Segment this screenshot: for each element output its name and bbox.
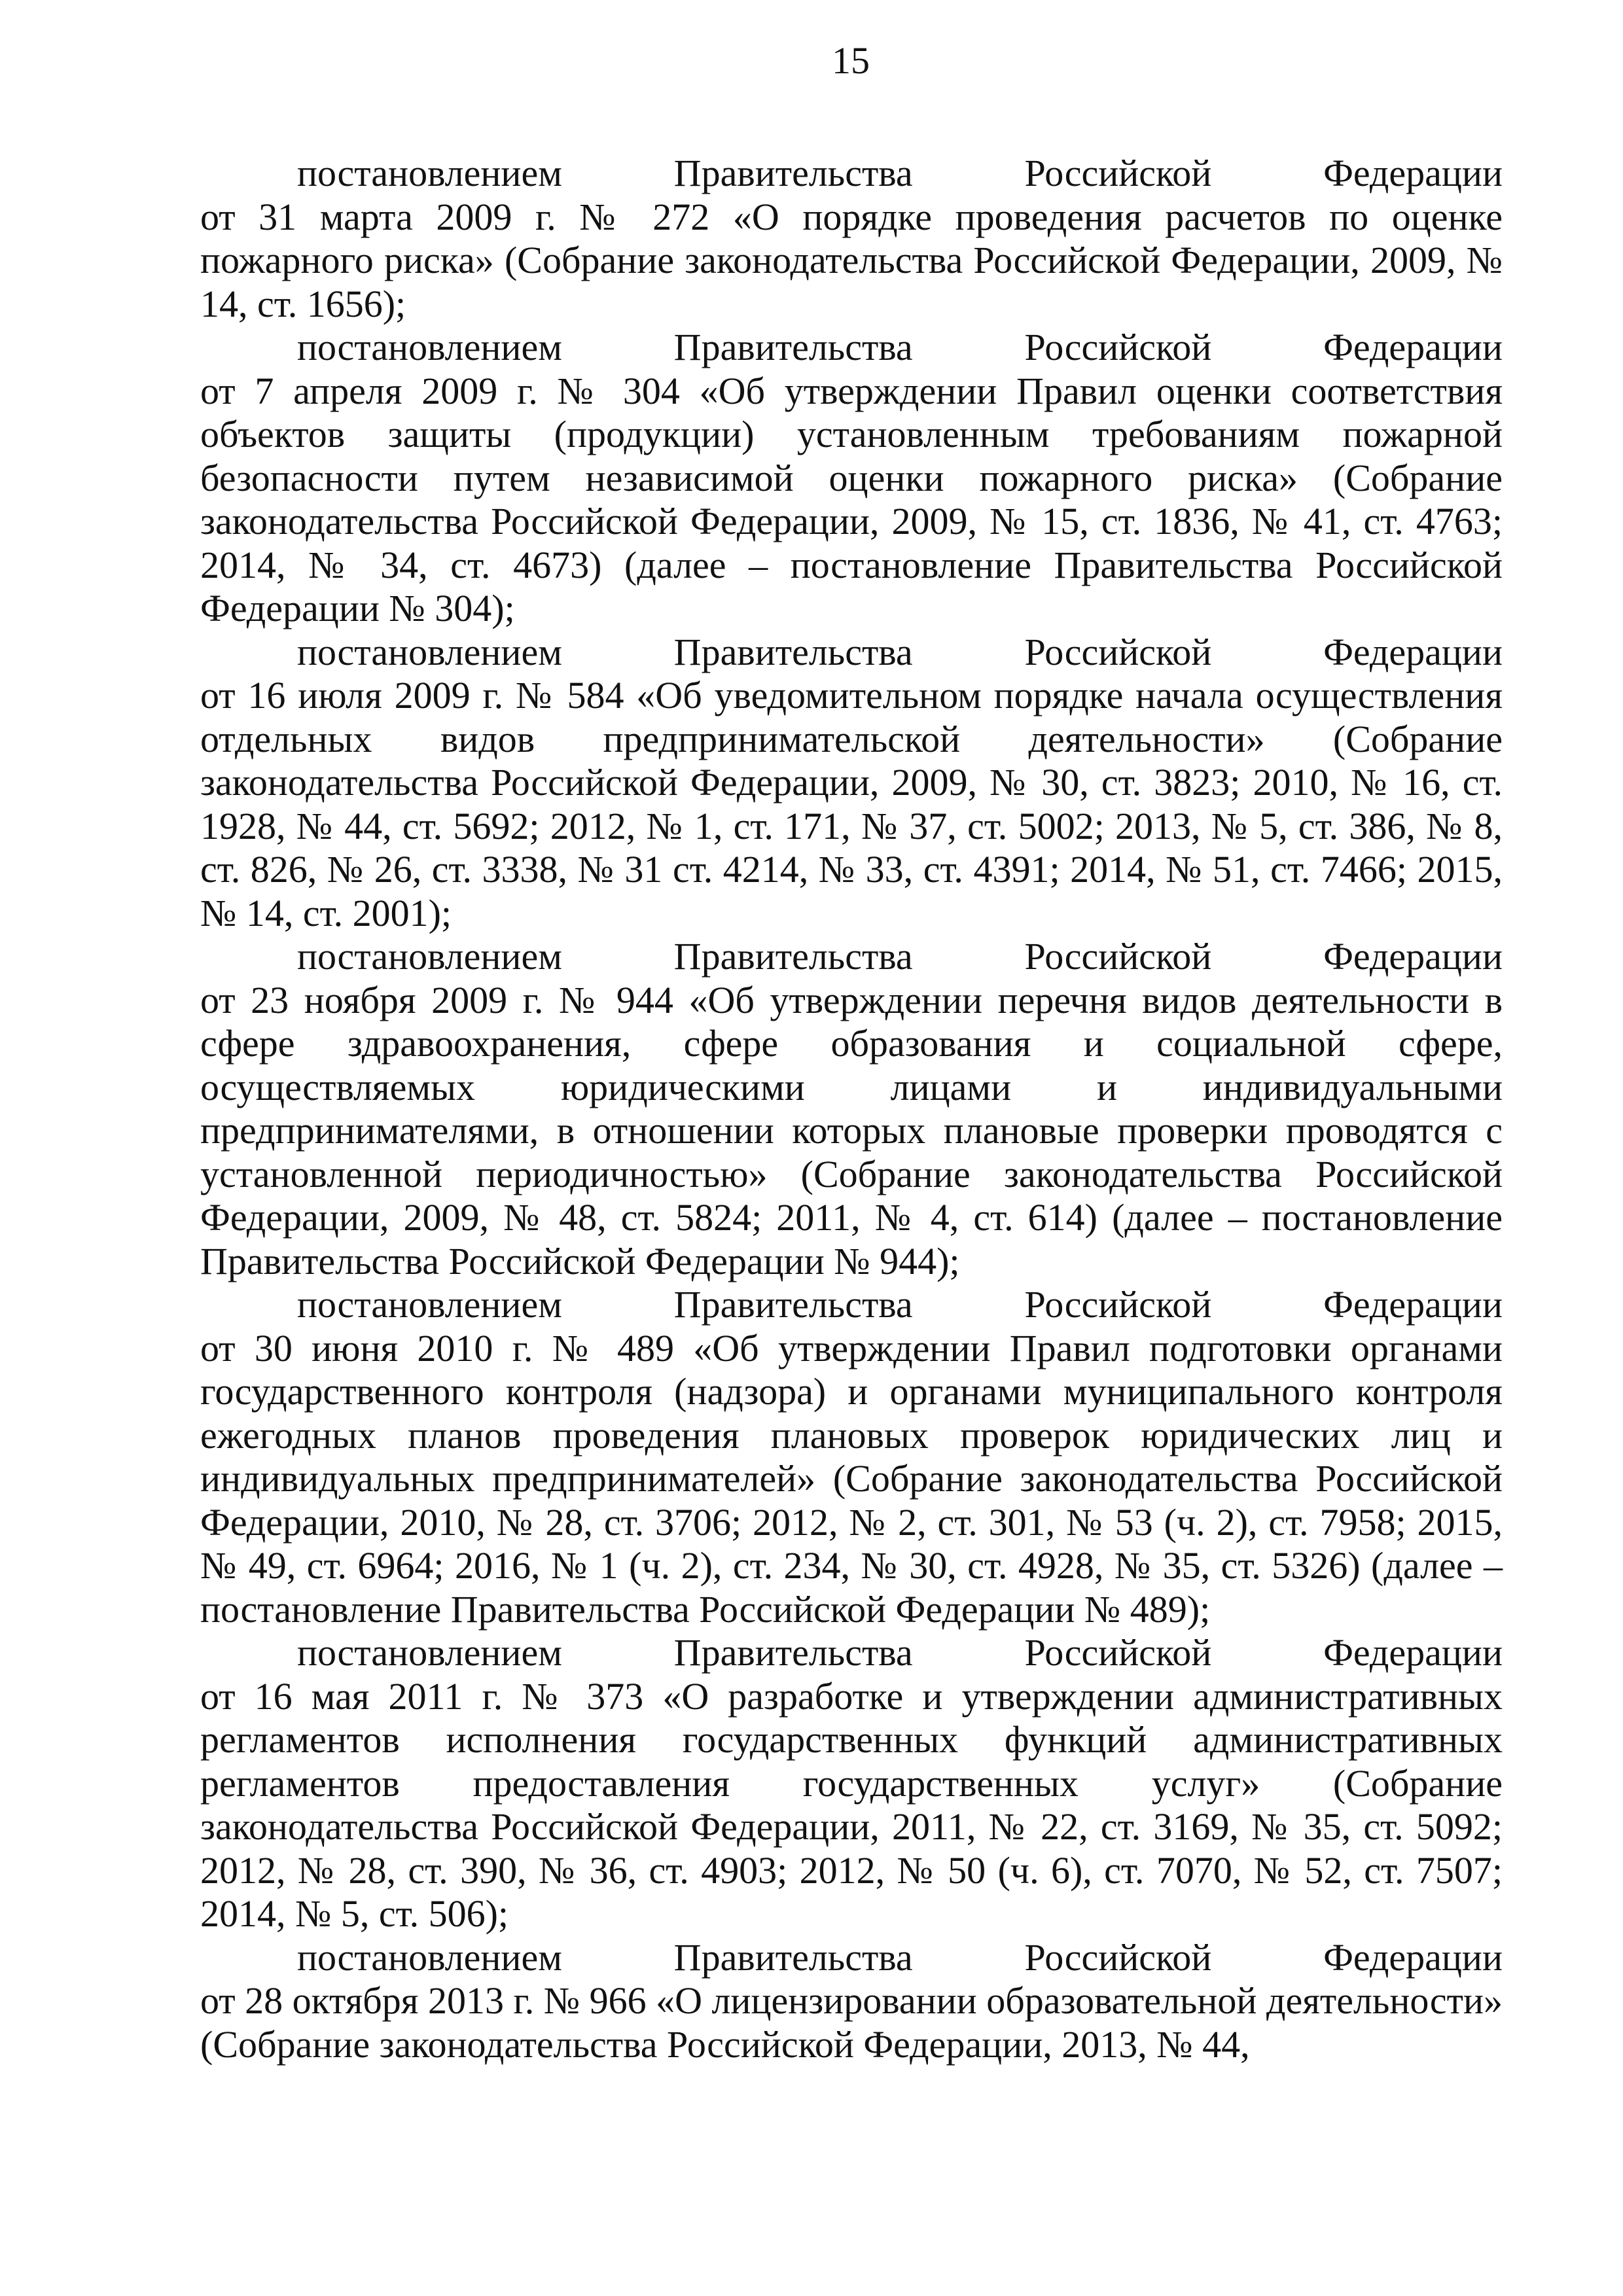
paragraph-lead: постановлением Правительства Российской Федерации	[297, 630, 1503, 673]
list-item	[200, 1631, 1503, 1936]
paragraph-text: от 16 июля 2009 г. № 584 «Об уведомительном порядке начала осуществления отдельных видов предпринимательской деятельности» (Собрание законодательства Российской Федерации, 2009, № 30, ст. 3823; 2010, № 16, ст. 1928, № 44, ст. 5692; 2012, № 1, ст. 171, № 37, ст. 5002; 2013, № 5, ст. 386, № 8, ст. 826, № 26, ст. 3338, № 31 ст. 4214, № 33, ст. 4391; 2014, № 51, ст. 7466; 2015, № 14, ст. 2001);	[200, 674, 1503, 934]
list-item	[200, 935, 1503, 1283]
paragraph-text: от 31 марта 2009 г. № 272 «О порядке проведения расчетов по оценке пожарного риска» (Собрание законодательства Российской Федерации, 2009, № 14, ст. 1656);	[200, 195, 1503, 325]
paragraph-text: от 30 июня 2010 г. № 489 «Об утверждении Правил подготовки органами государственного контроля (надзора) и органами муниципального контроля ежегодных планов проведения плановых проверок юридических лиц и индивидуальных предпринимателей» (Собрание законодательства Российской Федерации, 2010, № 28, ст. 3706; 2012, № 2, ст. 301, № 53 (ч. 2), ст. 7958; 2015, № 49, ст. 6964; 2016, № 1 (ч. 2), ст. 234, № 30, ст. 4928, № 35, ст. 5326) (далее – постановление Правительства Российской Федерации № 489);	[200, 1326, 1503, 1631]
paragraph-text: от 23 ноября 2009 г. № 944 «Об утверждении перечня видов деятельности в сфере здравоохранения, сфере образования и социальной сфере, осуществляемых юридическими лицами и индивидуальными предпринимателями, в отношении которых плановые проверки проводятся с установленной периодичностью» (Собрание законодательства Российской Федерации, 2009, № 48, ст. 5824; 2011, № 4, ст. 614) (далее – постановление Правительства Российской Федерации № 944);	[200, 978, 1503, 1282]
paragraph-text: от 7 апреля 2009 г. № 304 «Об утверждении Правил оценки соответствия объектов защиты (продукции) установленным требованиям пожарной безопасности путем независимой оценки пожарного риска» (Собрание законодательства Российской Федерации, 2009, № 15, ст. 1836, № 41, ст. 4763; 2014, № 34, ст. 4673) (далее – постановление Правительства Российской Федерации № 304);	[200, 369, 1503, 629]
document-body	[200, 152, 1503, 2066]
paragraph-lead: постановлением Правительства Российской Федерации	[297, 1631, 1503, 1674]
page-number: 15	[832, 39, 870, 82]
list-item	[200, 326, 1503, 631]
paragraph-lead: постановлением Правительства Российской Федерации	[297, 1283, 1503, 1326]
paragraph-lead: постановлением Правительства Российской Федерации	[297, 152, 1503, 194]
list-item	[200, 152, 1503, 326]
paragraph-lead: постановлением Правительства Российской Федерации	[297, 326, 1503, 368]
paragraph-text: от 28 октября 2013 г. № 966 «О лицензировании образовательной деятельности» (Собрание законодательства Российской Федерации, 2013, № 44,	[200, 1979, 1503, 2066]
paragraph-text: от 16 мая 2011 г. № 373 «О разработке и утверждении административных регламентов исполнения государственных функций административных регламентов предоставления государственных услуг» (Собрание законодательства Российской Федерации, 2011, № 22, ст. 3169, № 35, ст. 5092; 2012, № 28, ст. 390, № 36, ст. 4903; 2012, № 50 (ч. 6), ст. 7070, № 52, ст. 7507; 2014, № 5, ст. 506);	[200, 1674, 1503, 1935]
list-item	[200, 631, 1503, 936]
list-item	[200, 1283, 1503, 1631]
list-item	[200, 1936, 1503, 2067]
paragraph-lead: постановлением Правительства Российской Федерации	[297, 1935, 1503, 1979]
paragraph-lead: постановлением Правительства Российской Федерации	[297, 935, 1503, 978]
